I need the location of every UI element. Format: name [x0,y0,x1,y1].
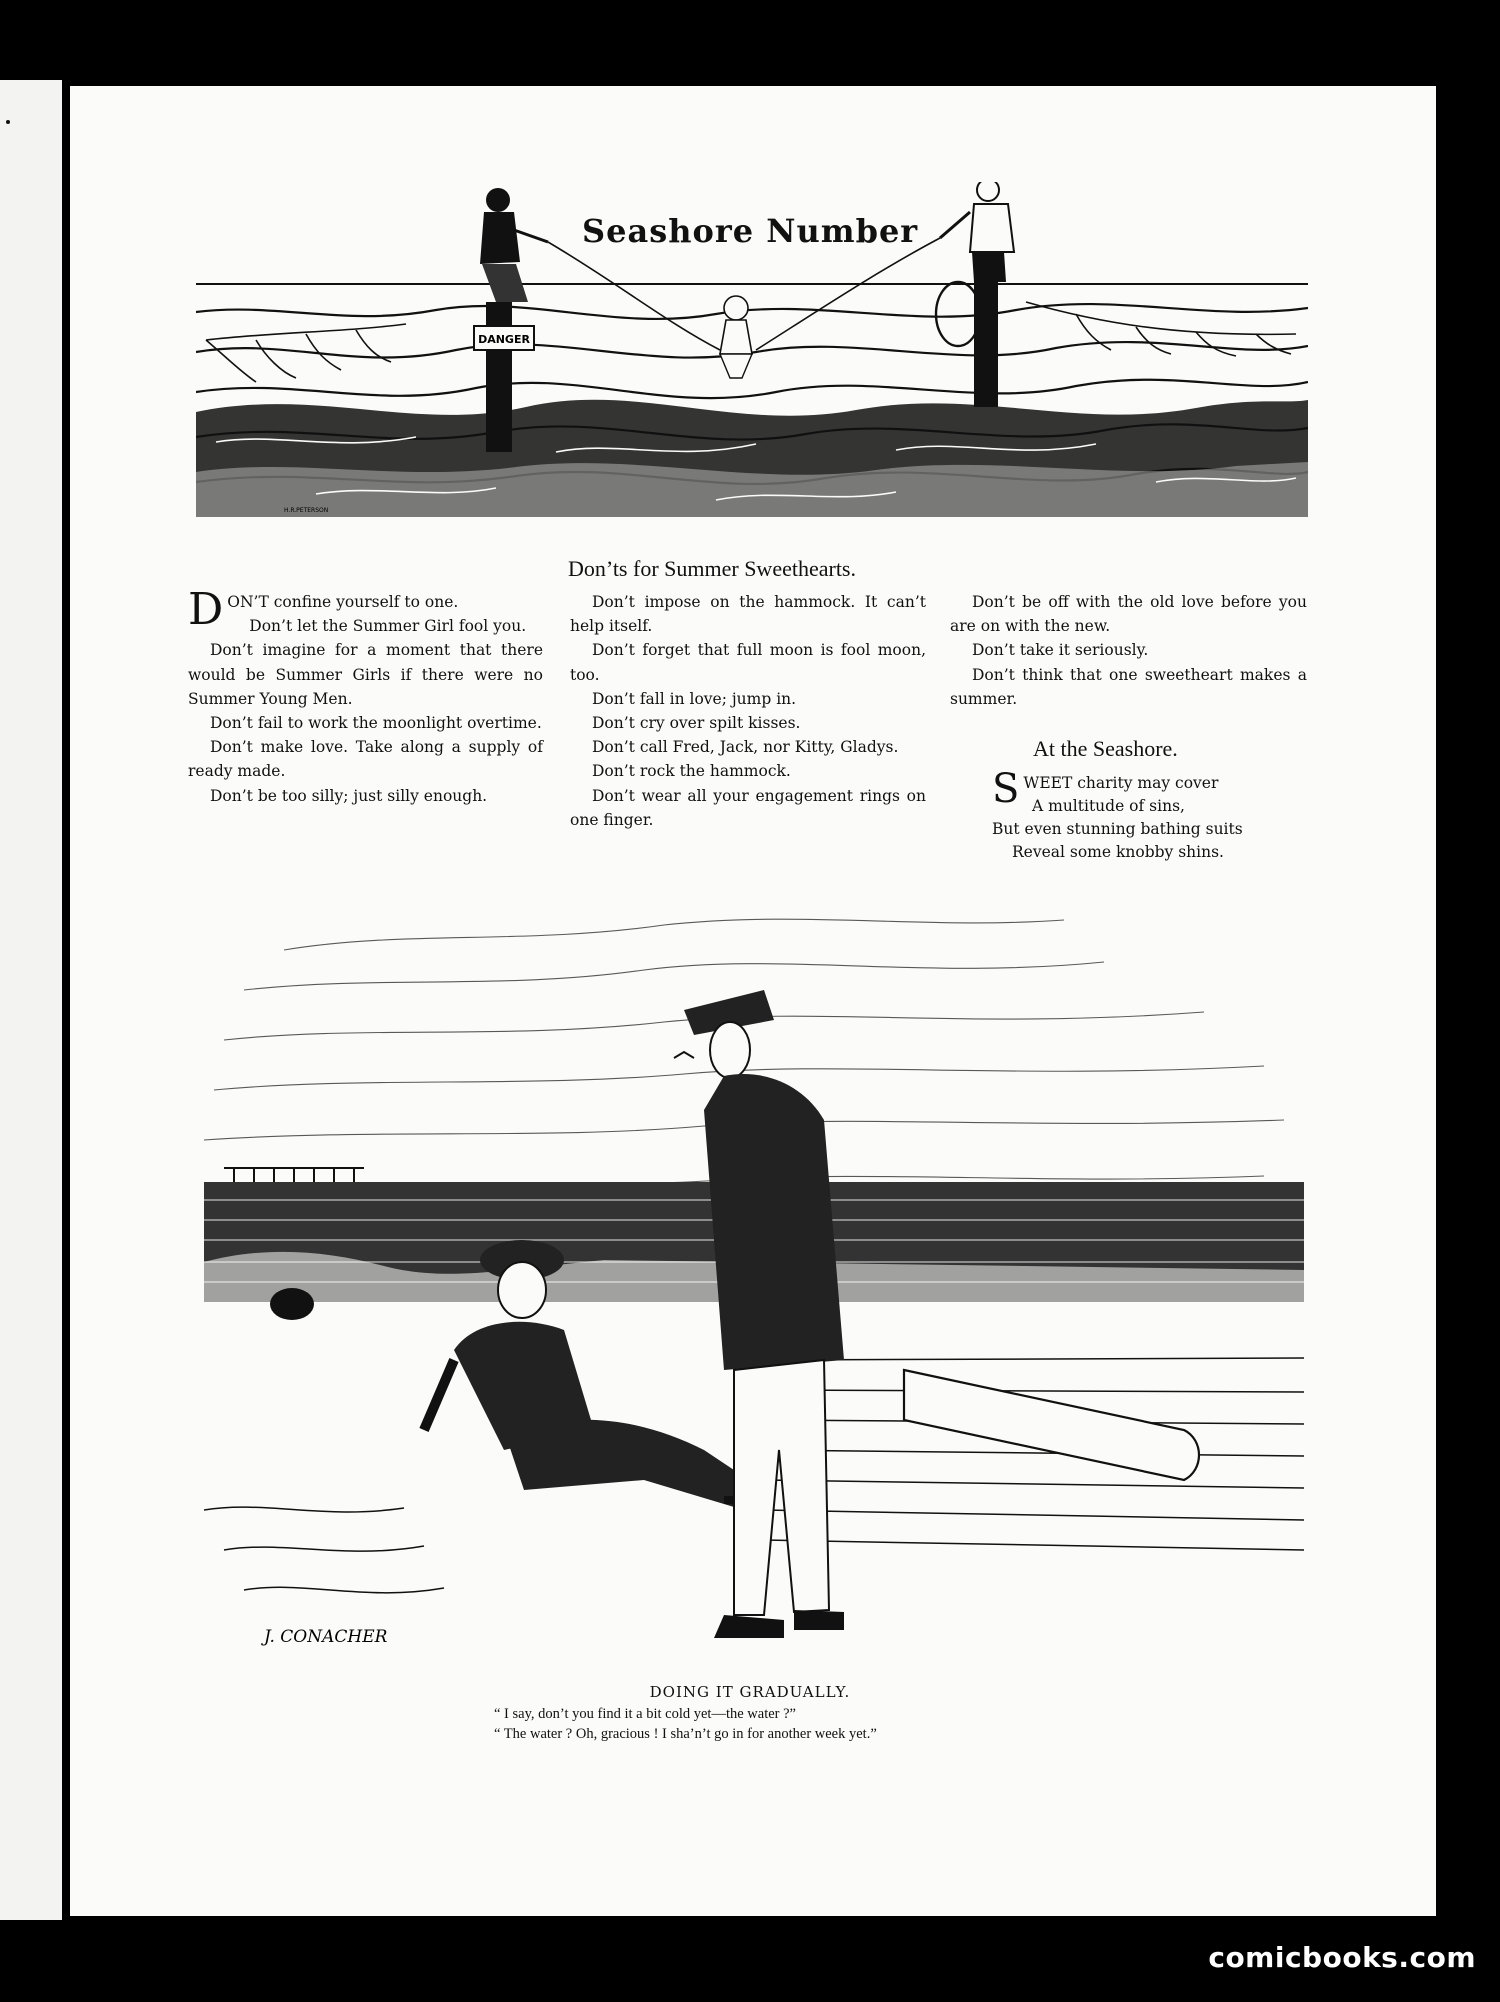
masthead-title: Seashore Number [582,212,919,250]
paragraph: Don’t forget that full moon is fool moon, too. [570,641,926,684]
beach-cartoon-illustration [204,890,1304,1670]
paragraph: Don’t let the Summer Girl fool you. [249,617,527,636]
column-heading: Don’ts for Summer Sweethearts. [568,556,856,581]
poem-line: But even stunning bathing suits [992,820,1243,838]
cartoon-caption-title: DOING IT GRADUALLY. [649,1683,851,1701]
poem-line-text: WEET charity may cover [1023,774,1219,792]
poem-heading: At the Seashore. [1033,736,1178,761]
paragraph: Don’t think that one sweetheart makes a summer. [950,665,1307,708]
cupid-figure [720,296,752,378]
site-watermark: comicbooks.com [1208,1941,1476,1974]
paragraph: Don’t imagine for a moment that there would be Summer Girls if there were no Summer Young Men. [188,641,543,708]
cartoonist-signature: J. CONACHER [264,1627,388,1647]
paragraph: Don’t impose on the hammock. It can’t help itself. [570,593,926,636]
cartoon-caption-line: “ I say, don’t you find it a bit cold yet—the water ?” [494,1706,796,1722]
danger-sign: DANGER [478,333,530,346]
cartoon-caption-line: “ The water ? Oh, gracious ! I sha’n’t go in for another week yet.” [494,1726,877,1742]
left-page-edge [0,80,62,1920]
artist-credit: H.R.PETERSON [284,507,329,514]
paragraph: Don’t be off with the old love before you are on with the new. [950,593,1307,636]
text-column-2 [570,590,926,832]
paragraph: Don’t rock the hammock. [592,762,791,781]
poem-line: Reveal some knobby shins. [1012,843,1224,861]
paragraph: Don’t wear all your engagement rings on one finger. [570,786,926,829]
text-column-3 [950,590,1307,711]
dropcap: D [188,584,224,635]
paragraph: Don’t be too silly; just silly enough. [210,786,488,805]
rock [270,1288,314,1320]
paragraph: Don’t make love. Take along a supply of ready made. [188,738,543,781]
paragraph-text: ON’T confine yourself to one. [227,593,459,611]
page-speck [6,120,10,124]
poem-line: A multitude of sins, [1032,797,1185,815]
paragraph: Don’t fail to work the moonlight overtime. [210,714,542,733]
distant-pier [224,1168,364,1182]
paragraph: Don’t fall in love; jump in. [592,689,797,708]
text-column-1 [188,584,543,808]
poem [992,766,1243,864]
paragraph: Don’t take it seriously. [972,641,1149,660]
seagull [674,1052,694,1058]
dropcap: S [992,766,1020,812]
paragraph: Don’t call Fred, Jack, nor Kitty, Gladys. [592,738,899,757]
paragraph: Don’t cry over spilt kisses. [592,714,801,733]
